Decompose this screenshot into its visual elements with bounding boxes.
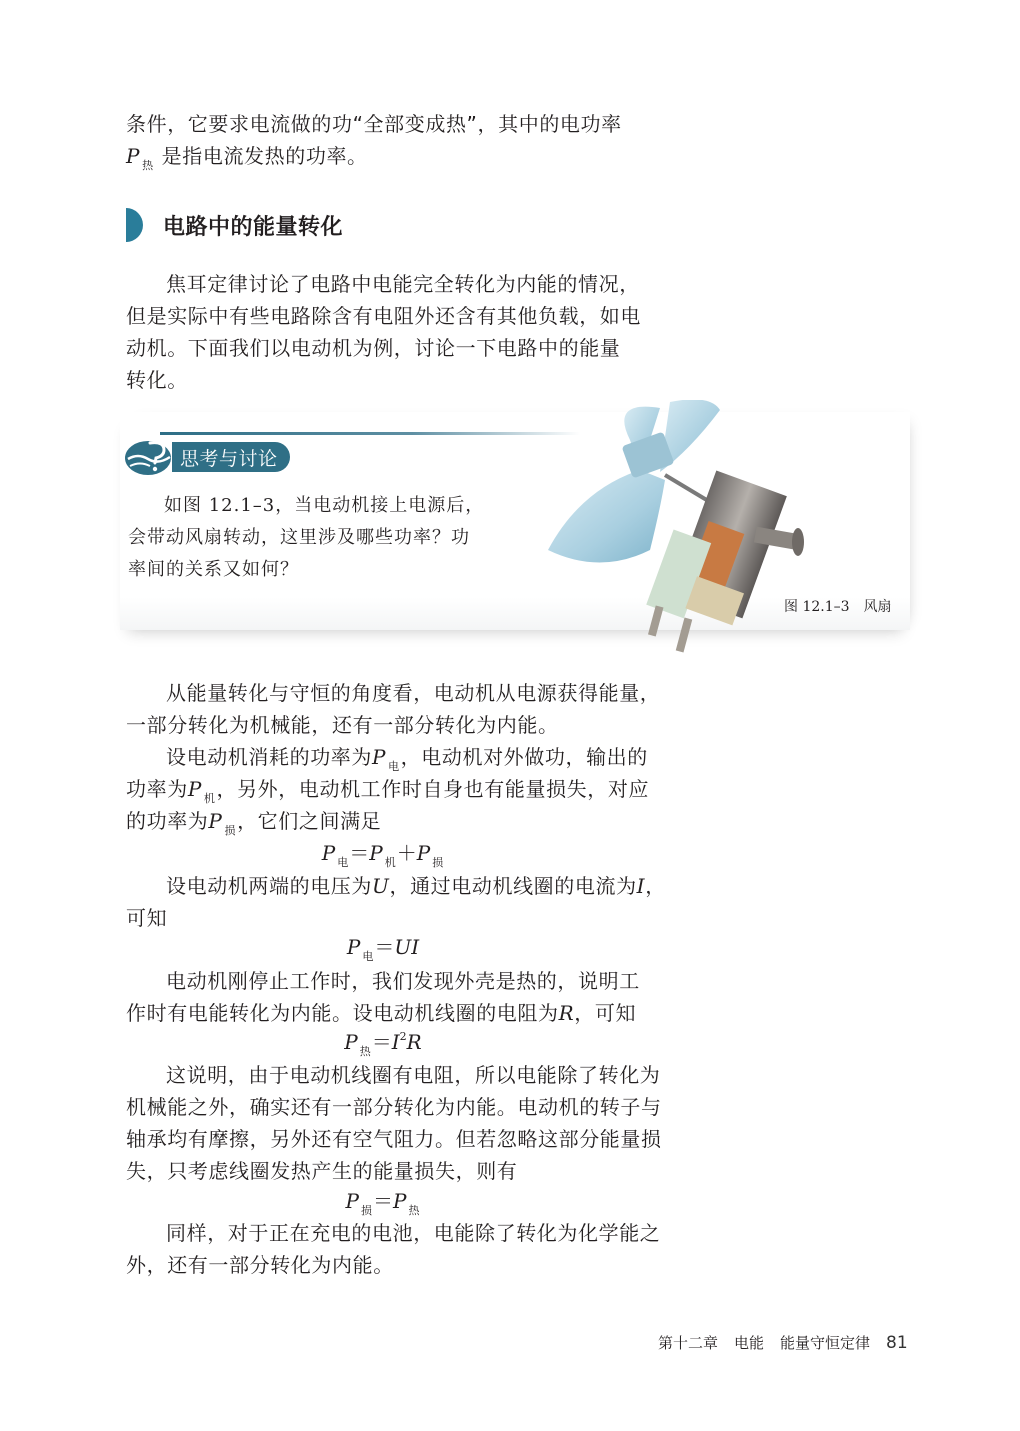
formula-power-balance: P $_电$＝P $_机$＋P $_损$ <box>321 841 444 869</box>
plus-sign: ＋ <box>396 841 417 865</box>
text-line: 会带动风扇转动，这里涉及哪些功率？功 <box>128 527 470 548</box>
text-line <box>126 773 650 805</box>
subscript: 热 <box>142 159 154 172</box>
text-line: 动机。下面我们以电动机为例，讨论一下电路中的能量 <box>126 336 621 360</box>
superscript: 2 <box>399 1030 407 1043</box>
symbol-i: I <box>391 1030 400 1054</box>
text-fragment: 作时有电能转化为内能。设电动机线圈的电阻为 <box>126 1001 559 1025</box>
top-paragraph <box>126 108 640 172</box>
text-line <box>126 997 640 1029</box>
subscript: 损 <box>361 1204 372 1217</box>
body-paragraph-5 <box>126 1059 662 1187</box>
page-footer <box>658 1332 908 1353</box>
subscript: 电 <box>337 856 349 869</box>
fan-motor-figure <box>540 400 870 660</box>
text-line: 从能量转化与守恒的角度看，电动机从电源获得能量， <box>166 681 661 705</box>
text-line <box>126 805 640 837</box>
subscript: 损 <box>432 856 444 869</box>
equals-sign: ＝ <box>371 1030 392 1054</box>
chapter-topic: 能量守恒定律 <box>780 1334 871 1352</box>
section-marker-icon <box>126 208 143 242</box>
text-fragment: ，另外，电动机工作时自身也有能量损失，对应 <box>216 777 650 801</box>
body-paragraph-2 <box>126 741 650 837</box>
chapter-topic: 电能 <box>734 1334 765 1352</box>
body-paragraph-4 <box>126 965 640 1029</box>
symbol-i: I <box>636 874 646 898</box>
subscript: 损 <box>224 824 237 837</box>
text-line: 条件，它要求电流做的功“全部变成热”，其中的电功率 <box>126 112 622 136</box>
page-number: 81 <box>886 1333 908 1353</box>
text-fragment: 的功率为 <box>126 809 209 833</box>
formula-rhs: UI <box>394 935 420 959</box>
symbol-p: P <box>126 144 141 168</box>
subscript: 热 <box>408 1204 420 1217</box>
equals-sign: ＝ <box>374 935 395 959</box>
box-divider <box>160 432 580 435</box>
text-line: 机械能之外，确实还有一部分转化为内能。电动机的转子与 <box>126 1095 662 1119</box>
think-discuss-badge <box>124 437 290 477</box>
question-mark-icon <box>124 437 176 477</box>
text-fragment: ，电动机对外做功，输出的 <box>400 745 648 769</box>
text-line: 焦耳定律讨论了电路中电能完全转化为内能的情况， <box>166 272 640 296</box>
figure-caption <box>784 596 892 616</box>
subscript: 电 <box>388 760 400 773</box>
subscript: 热 <box>359 1045 371 1058</box>
chapter-label: 第十二章 <box>658 1334 719 1352</box>
symbol-u: U <box>372 874 390 898</box>
text-line: 失，只考虑线圈发热产生的能量损失，则有 <box>126 1159 518 1183</box>
text-line: 转化。 <box>126 368 188 392</box>
formula-loss-equals-heat: P $_损$＝P $_热$ <box>345 1189 420 1217</box>
figure-name: 风扇 <box>863 599 892 615</box>
text-line: 轴承均有摩擦，另外还有空气阻力。但若忽略这部分能量损 <box>126 1127 662 1151</box>
discussion-question <box>128 490 508 586</box>
text-fragment: ，通过电动机线圈的电流为 <box>389 874 637 898</box>
text-fragment: 设电动机消耗的功率为 <box>166 745 372 769</box>
text-line: 率间的关系又如何？ <box>128 559 299 580</box>
text-line <box>126 140 640 172</box>
text-line: 这说明，由于电动机线圈有电阻，所以电能除了转化为 <box>166 1063 661 1087</box>
text-fragment: ，它们之间满足 <box>237 809 382 833</box>
text-line <box>126 741 648 773</box>
text-line: 外，还有一部分转化为内能。 <box>126 1253 394 1277</box>
text-line: 但是实际中有些电路除含有电阻外还含有其他负载，如电 <box>126 304 641 328</box>
section-heading <box>126 207 343 243</box>
formula-electric-power: P $_电$＝UI <box>346 935 420 963</box>
text-line: 可知 <box>126 906 168 930</box>
symbol-p: P <box>372 745 387 769</box>
text-fragment: 是指电流发热的功率。 <box>161 144 368 168</box>
text-line: 一部分转化为机械能，还有一部分转化为内能。 <box>126 713 559 737</box>
subscript: 电 <box>362 950 374 963</box>
body-paragraph-1 <box>126 677 661 741</box>
body-paragraph-3 <box>126 870 666 934</box>
subscript: 机 <box>384 856 396 869</box>
text-fragment: ， <box>645 874 666 898</box>
text-fragment: 设电动机两端的电压为 <box>166 874 372 898</box>
figure-number: 图 12.1–3 <box>784 599 850 615</box>
symbol-p: P <box>187 777 202 801</box>
equals-sign: ＝ <box>349 841 370 865</box>
text-line: 如图 12.1–3，当电动机接上电源后， <box>164 495 485 516</box>
text-line <box>126 870 666 902</box>
symbol-r: R <box>558 1001 575 1025</box>
text-fragment: 功率为 <box>126 777 188 801</box>
text-line: 电动机刚停止工作时，我们发现外壳是热的，说明工 <box>166 969 640 993</box>
equals-sign: ＝ <box>373 1189 393 1213</box>
symbol-r: R <box>406 1030 422 1054</box>
text-fragment: ，可知 <box>574 1001 637 1025</box>
symbol-p: P <box>208 809 223 833</box>
text-line: 同样，对于正在充电的电池，电能除了转化为化学能之 <box>166 1221 661 1245</box>
intro-paragraph <box>126 268 640 396</box>
section-title: 电路中的能量转化 <box>163 214 344 240</box>
subscript: 机 <box>203 792 216 805</box>
badge-label: 思考与讨论 <box>172 442 290 472</box>
body-paragraph-6 <box>126 1217 661 1281</box>
formula-joule-heat: P $_热=I^2R$ <box>344 1030 422 1058</box>
